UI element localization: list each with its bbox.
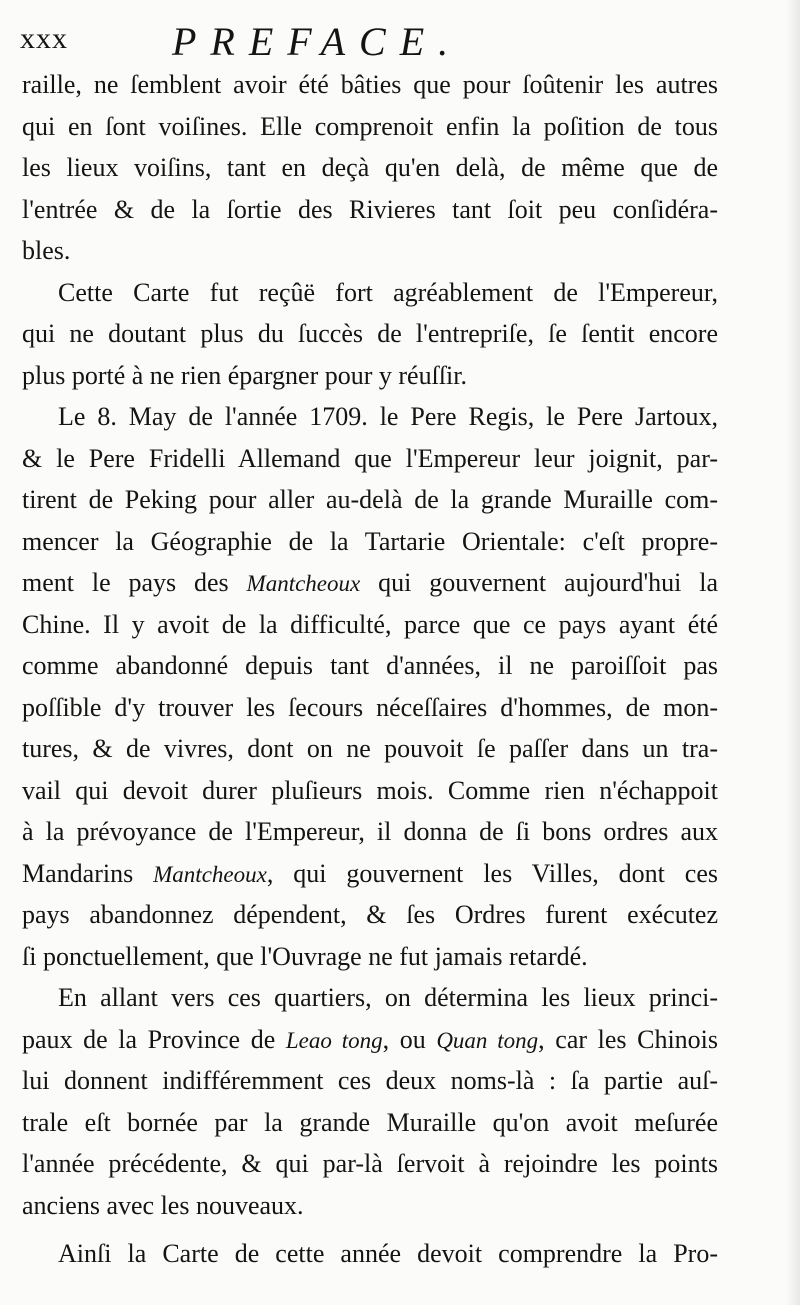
text-line: plus porté à ne rien épargner pour y réuſſir. <box>22 360 467 390</box>
text-line: ſi ponctuellement, que l'Ouvrage ne fut jamais retardé. <box>22 941 588 971</box>
text-run: , ou <box>382 1024 437 1054</box>
page-edge-shadow <box>786 0 800 1305</box>
text-line: l'entrée & de la ſortie des Rivieres tant ſoit peu conſidéra- <box>22 194 718 224</box>
text-line: Cette Carte fut reçûë fort agréablement de l'Empereur, <box>58 277 718 307</box>
text-line: Ainſi la Carte de cette année devoit comprendre la Pro- <box>58 1239 718 1268</box>
text-line: & le Pere Fridelli Allemand que l'Empereur leur joignit, par- <box>22 443 718 473</box>
text-line: l'année précédente, & qui par-là ſervoit à rejoindre les points <box>22 1149 718 1178</box>
text-line: vail qui devoit durer pluſieurs mois. Comme rien n'échappoit <box>22 775 718 805</box>
text-run: , qui gouvernent les Villes, dont ces <box>266 858 718 888</box>
text-line <box>22 853 718 895</box>
text-line: Le 8. May de l'année 1709. le Pere Regis, le Pere Jartoux, <box>58 402 718 431</box>
text-run: , car les Chinois <box>538 1024 719 1054</box>
text-line: En allant vers ces quartiers, on détermina les lieux princi- <box>58 983 718 1012</box>
text-run: paux de la Province de <box>22 1024 286 1054</box>
text-line: Chine. Il y avoit de la difficulté, parce que ce pays ayant été <box>22 609 718 639</box>
text-line: lui donnent indifféremment ces deux noms-là : ſa partie auſ- <box>22 1066 718 1095</box>
page-header <box>20 14 720 64</box>
text-run: qui gouvernent aujourd'hui la <box>360 568 718 597</box>
paragraph-gap <box>22 1226 718 1233</box>
text-line: tures, & de vivres, dont on ne pouvoit ſe paſſer dans un tra- <box>22 734 718 763</box>
text-line: pays abandonnez dépendent, & ſes Ordres furent exécutez <box>22 900 718 929</box>
page-number: xxx <box>20 22 68 55</box>
text-line: anciens avec les nouveaux. <box>22 1190 304 1220</box>
text-line: qui ne doutant plus du ſuccès de l'entrepriſe, ſe ſentit encore <box>22 319 718 348</box>
text-line: mencer la Géographie de la Tartarie Orientale: c'eſt propre- <box>22 526 718 556</box>
text-line: les lieux voiſins, tant en deçà qu'en delà, de même que de <box>22 153 718 182</box>
text-line: à la prévoyance de l'Empereur, il donna de ſi bons ordres aux <box>22 817 718 846</box>
text-line: bles. <box>22 236 71 265</box>
text-line: qui en ſont voiſines. Elle comprenoit enfin la poſition de tous <box>22 111 718 141</box>
text-line <box>22 1019 718 1061</box>
italic-term: Mantcheoux <box>153 861 267 887</box>
italic-term: Quan tong <box>436 1027 539 1053</box>
text-line: tirent de Peking pour aller au-delà de la grande Muraille com- <box>22 485 718 514</box>
text-line: raille, ne ſemblent avoir été bâties que pour ſoûtenir les autres <box>22 70 718 99</box>
text-line: trale eſt bornée par la grande Muraille qu'on avoit meſurée <box>22 1107 718 1137</box>
text-line: comme abandonné depuis tant d'années, il ne paroiſſoit pas <box>22 651 718 680</box>
text-run: ment le pays des <box>22 568 247 597</box>
text-run: Mandarins <box>22 858 154 888</box>
running-title: PREFACE. <box>172 19 463 64</box>
body-text <box>22 64 718 1275</box>
text-line: poſſible d'y trouver les ſecours néceſſaires d'hommes, de mon- <box>22 692 718 722</box>
italic-term: Mantcheoux <box>246 571 361 596</box>
italic-term: Leao tong <box>285 1027 383 1053</box>
text-line <box>22 562 718 604</box>
